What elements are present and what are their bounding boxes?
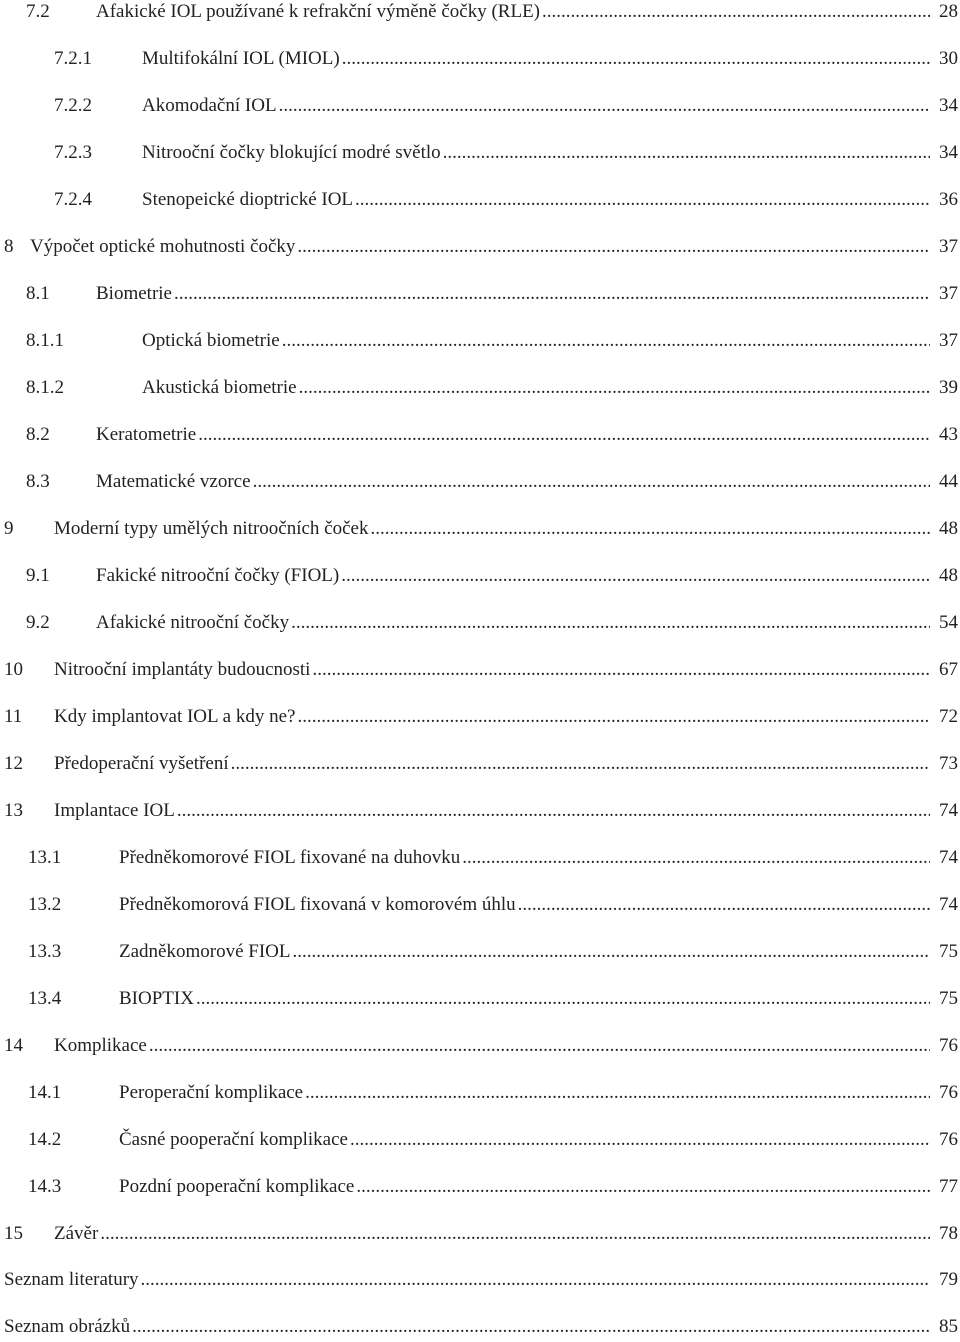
toc-entry-title-with-leader — [96, 279, 930, 309]
toc-entry-number: 7.2.3 — [54, 142, 92, 163]
toc-entry-title-with-leader — [142, 91, 930, 121]
toc-entry[interactable] — [0, 514, 960, 544]
toc-entry-title: Pozdní pooperační komplikace — [119, 1176, 355, 1197]
toc-entry-title: Stenopeické dioptrické IOL — [142, 189, 354, 210]
toc-entry[interactable] — [0, 608, 960, 638]
toc-entry-page-number: 77 — [932, 1172, 958, 1202]
dot-leader — [149, 1031, 930, 1061]
toc-entry-title-with-leader — [142, 373, 930, 403]
toc-entry-number: 14.2 — [28, 1129, 62, 1150]
toc-entry-page-number: 48 — [932, 561, 958, 591]
dot-leader — [141, 1265, 930, 1295]
toc-entry-page-number: 43 — [932, 420, 958, 450]
toc-entry[interactable] — [0, 1265, 960, 1295]
toc-entry-title-with-leader — [30, 232, 930, 262]
toc-entry-title-with-leader — [119, 1172, 930, 1202]
toc-entry-title-with-leader — [142, 44, 930, 74]
toc-entry-page-number: 54 — [932, 608, 958, 638]
toc-entry-number: 10 — [4, 659, 23, 680]
toc-entry-page-number: 75 — [932, 937, 958, 967]
toc-entry-title: Moderní typy umělých nitroočních čoček — [54, 518, 369, 539]
toc-entry-number: 7.2.2 — [54, 95, 92, 116]
dot-leader — [198, 420, 930, 450]
toc-entry-number: 8.1.1 — [26, 330, 64, 351]
toc-entry-number: 13.2 — [28, 894, 62, 915]
toc-entry[interactable] — [0, 44, 960, 74]
toc-entry-title-with-leader — [54, 1219, 930, 1249]
dot-leader — [370, 514, 930, 544]
dot-leader — [350, 1125, 930, 1155]
dot-leader — [174, 279, 930, 309]
dot-leader — [312, 655, 930, 685]
toc-entry-number: 13.3 — [28, 941, 62, 962]
toc-entry[interactable] — [0, 1031, 960, 1061]
dot-leader — [253, 467, 930, 497]
toc-entry-page-number: 67 — [932, 655, 958, 685]
toc-entry-title: Biometrie — [96, 283, 172, 304]
toc-entry-number: 15 — [4, 1223, 23, 1244]
toc-entry[interactable] — [0, 467, 960, 497]
toc-entry-title-with-leader — [142, 185, 930, 215]
dot-leader — [279, 91, 930, 121]
dot-leader — [356, 1172, 930, 1202]
toc-entry-title: Fakické nitrooční čočky (FIOL) — [96, 565, 340, 586]
toc-entry-title-with-leader — [96, 467, 930, 497]
toc-entry-title: Akustická biometrie — [142, 377, 297, 398]
dot-leader — [299, 373, 930, 403]
toc-entry[interactable] — [0, 796, 960, 826]
toc-entry-title-with-leader — [119, 937, 930, 967]
toc-entry-number: 14.1 — [28, 1082, 62, 1103]
toc-entry[interactable] — [0, 138, 960, 168]
toc-entry-title: Nitrooční implantáty budoucnosti — [54, 659, 311, 680]
toc-entry-title-with-leader — [54, 749, 930, 779]
toc-entry[interactable] — [0, 1078, 960, 1108]
toc-entry-title: Matematické vzorce — [96, 471, 251, 492]
toc-entry-page-number: 72 — [932, 702, 958, 732]
toc-entry-page-number: 74 — [932, 890, 958, 920]
toc-entry-title: Kdy implantovat IOL a kdy ne? — [54, 706, 296, 727]
toc-entry-page-number: 37 — [932, 279, 958, 309]
toc-entry-number: 7.2.1 — [54, 48, 92, 69]
toc-entry-title-with-leader — [119, 1125, 930, 1155]
toc-entry[interactable] — [0, 561, 960, 591]
dot-leader — [292, 937, 930, 967]
toc-entry[interactable] — [0, 185, 960, 215]
toc-entry-title-with-leader — [142, 326, 930, 356]
toc-entry-page-number: 78 — [932, 1219, 958, 1249]
toc-entry[interactable] — [0, 420, 960, 450]
toc-entry-title-with-leader — [54, 514, 930, 544]
toc-entry-title: Peroperační komplikace — [119, 1082, 304, 1103]
toc-entry-page-number: 34 — [932, 91, 958, 121]
toc-entry-page-number: 37 — [932, 232, 958, 262]
toc-entry-title: Optická biometrie — [142, 330, 280, 351]
toc-entry-title: Předněkomorové FIOL fixované na duhovku — [119, 847, 461, 868]
toc-entry-title-with-leader — [119, 843, 930, 873]
toc-entry-title: Seznam obrázků — [4, 1316, 131, 1337]
toc-entry-title: Časné pooperační komplikace — [119, 1129, 348, 1150]
dot-leader — [462, 843, 930, 873]
toc-entry-number: 8 — [4, 236, 14, 257]
toc-entry-title: Nitrooční čočky blokující modré světlo — [142, 142, 441, 163]
toc-entry-title: Předněkomorová FIOL fixovaná v komorovém úhlu — [119, 894, 516, 915]
toc-entry-number: 9 — [4, 518, 14, 539]
toc-entry-title: Multifokální IOL (MIOL) — [142, 48, 340, 69]
toc-entry-title-with-leader — [54, 655, 930, 685]
dot-leader — [282, 326, 930, 356]
toc-entry[interactable] — [0, 1312, 960, 1342]
dot-leader — [132, 1312, 930, 1342]
toc-entry-page-number: 34 — [932, 138, 958, 168]
toc-entry-title: Výpočet optické mohutnosti čočky — [30, 236, 296, 257]
dot-leader — [305, 1078, 930, 1108]
toc-entry-number: 12 — [4, 753, 23, 774]
dot-leader — [100, 1219, 930, 1249]
toc-entry-number: 13 — [4, 800, 23, 821]
toc-entry-title-with-leader — [54, 702, 930, 732]
toc-entry-title-with-leader — [119, 890, 930, 920]
toc-entry-number: 8.3 — [26, 471, 50, 492]
toc-entry-number: 7.2.4 — [54, 189, 92, 210]
toc-entry-title-with-leader — [4, 1265, 930, 1295]
toc-entry-page-number: 37 — [932, 326, 958, 356]
toc-entry-page-number: 74 — [932, 796, 958, 826]
toc-entry[interactable] — [0, 984, 960, 1014]
dot-leader — [355, 185, 930, 215]
toc-entry-page-number: 28 — [932, 0, 958, 27]
dot-leader — [231, 749, 930, 779]
toc-entry-title-with-leader — [96, 420, 930, 450]
toc-entry-number: 8.1.2 — [26, 377, 64, 398]
toc-entry-page-number: 85 — [932, 1312, 958, 1342]
toc-entry-title: Akomodační IOL — [142, 95, 277, 116]
toc-entry[interactable] — [0, 373, 960, 403]
toc-entry[interactable] — [0, 91, 960, 121]
toc-entry-page-number: 73 — [932, 749, 958, 779]
toc-entry-page-number: 48 — [932, 514, 958, 544]
toc-entry-page-number: 74 — [932, 843, 958, 873]
toc-entry[interactable] — [0, 749, 960, 779]
dot-leader — [297, 702, 930, 732]
toc-entry-number: 11 — [4, 706, 23, 727]
dot-leader — [196, 984, 930, 1014]
toc-entry-number: 9.2 — [26, 612, 50, 633]
toc-entry[interactable] — [0, 890, 960, 920]
toc-entry-title: Seznam literatury — [4, 1269, 139, 1290]
dot-leader — [342, 44, 930, 74]
dot-leader — [291, 608, 930, 638]
toc-entry-title: Předoperační vyšetření — [54, 753, 229, 774]
toc-entry-title: Zadněkomorové FIOL — [119, 941, 291, 962]
toc-entry-number: 13.4 — [28, 988, 62, 1009]
toc-entry-page-number: 76 — [932, 1031, 958, 1061]
toc-entry-title: Implantace IOL — [54, 800, 175, 821]
toc-entry[interactable] — [0, 1219, 960, 1249]
toc-entry[interactable] — [0, 232, 960, 262]
toc-entry-page-number: 76 — [932, 1125, 958, 1155]
toc-entry-page-number: 75 — [932, 984, 958, 1014]
toc-entry-title-with-leader — [119, 984, 930, 1014]
toc-entry-title-with-leader — [54, 796, 930, 826]
toc-entry-number: 8.1 — [26, 283, 50, 304]
dot-leader — [518, 890, 930, 920]
dot-leader — [177, 796, 930, 826]
toc-entry-number: 14.3 — [28, 1176, 62, 1197]
toc-entry-page-number: 76 — [932, 1078, 958, 1108]
toc-entry[interactable] — [0, 702, 960, 732]
toc-entry-title-with-leader — [119, 1078, 930, 1108]
toc-entry-title: Afakické IOL používané k refrakční výměně čočky (RLE) — [96, 1, 541, 22]
toc-entry-number: 13.1 — [28, 847, 62, 868]
toc-entry[interactable] — [0, 1125, 960, 1155]
toc-entry-page-number: 79 — [932, 1265, 958, 1295]
toc-entry-title-with-leader — [54, 1031, 930, 1061]
toc-entry[interactable] — [0, 1172, 960, 1202]
toc-entry[interactable] — [0, 937, 960, 967]
toc-entry[interactable] — [0, 326, 960, 356]
toc-entry-page-number: 39 — [932, 373, 958, 403]
toc-entry-title-with-leader — [96, 0, 930, 27]
toc-entry-page-number: 36 — [932, 185, 958, 215]
dot-leader — [297, 232, 930, 262]
toc-entry-page-number: 44 — [932, 467, 958, 497]
dot-leader — [443, 138, 930, 168]
toc-entry-title-with-leader — [96, 561, 930, 591]
toc-entry[interactable] — [0, 0, 960, 27]
toc-entry-title: Keratometrie — [96, 424, 197, 445]
toc-entry-page-number: 30 — [932, 44, 958, 74]
toc-entry-title: BIOPTIX — [119, 988, 194, 1009]
toc-entry[interactable] — [0, 655, 960, 685]
toc-entry[interactable] — [0, 279, 960, 309]
dot-leader — [542, 0, 930, 27]
toc-entry-title-with-leader — [96, 608, 930, 638]
toc-entry-title: Závěr — [54, 1223, 99, 1244]
toc-entry-title-with-leader — [142, 138, 930, 168]
dot-leader — [341, 561, 930, 591]
toc-entry-title-with-leader — [4, 1312, 930, 1342]
toc-entry-title: Afakické nitrooční čočky — [96, 612, 290, 633]
toc-entry-title: Komplikace — [54, 1035, 147, 1056]
toc-entry[interactable] — [0, 843, 960, 873]
toc-entry-number: 14 — [4, 1035, 23, 1056]
toc-entry-number: 7.2 — [26, 1, 50, 22]
toc-entry-number: 8.2 — [26, 424, 50, 445]
toc-entry-number: 9.1 — [26, 565, 50, 586]
